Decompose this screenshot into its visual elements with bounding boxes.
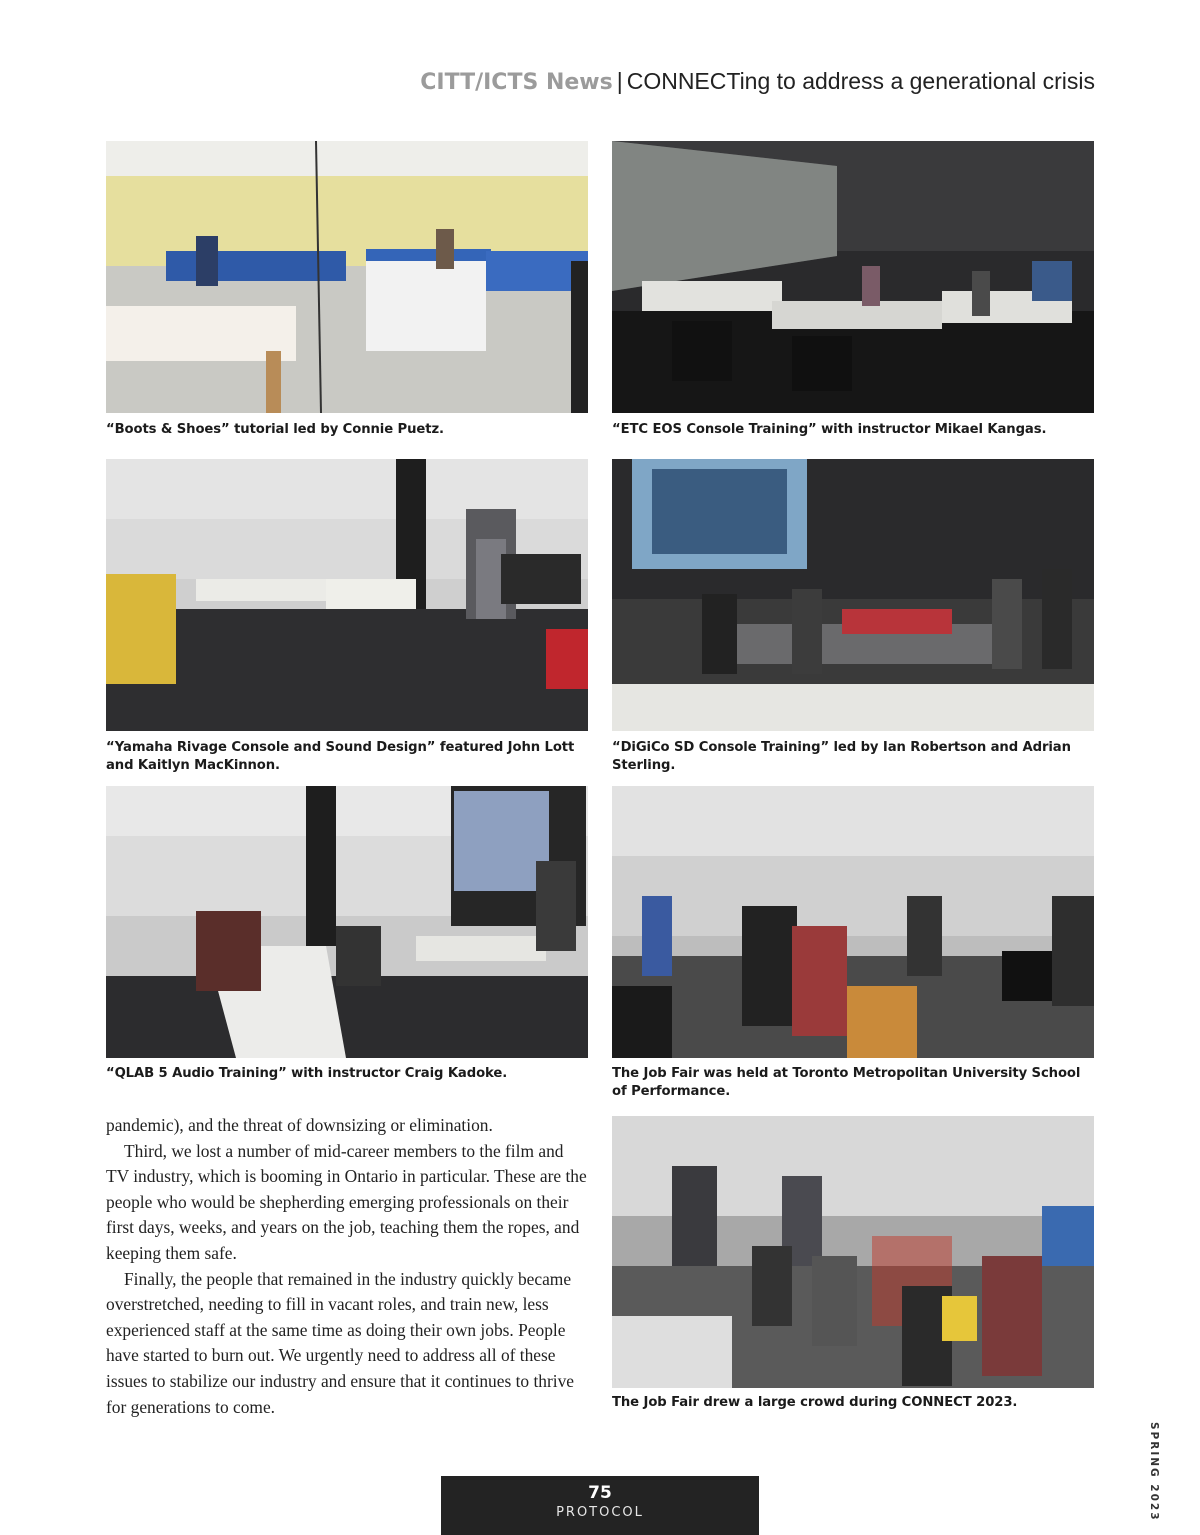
photo-boots-shoes-image xyxy=(106,141,588,413)
photo-yamaha-rivage-image xyxy=(106,459,588,731)
body-paragraph: pandemic), and the threat of downsizing or elimination. xyxy=(106,1115,493,1135)
photo-digico xyxy=(612,459,1094,731)
photo-digico-image xyxy=(612,459,1094,731)
caption-boots-shoes: “Boots & Shoes” tutorial led by Connie Puetz. xyxy=(106,422,444,437)
running-header xyxy=(420,66,1095,98)
photo-job-fair-venue-image xyxy=(612,786,1094,1058)
section-name: CITT/ICTS News xyxy=(420,70,613,95)
photo-boots-shoes xyxy=(106,141,588,413)
photo-qlab-image xyxy=(106,786,588,1058)
caption-job-fair-venue: The Job Fair was held at Toronto Metropolitan University School of Performance. xyxy=(612,1066,1081,1099)
page-number: 75 xyxy=(588,1483,612,1503)
photo-etc-eos xyxy=(612,141,1094,413)
article-body xyxy=(106,1113,588,1420)
header-separator: | xyxy=(616,68,623,94)
photo-job-fair-crowd-image xyxy=(612,1116,1094,1388)
article-title: CONNECTing to address a generational crisis xyxy=(626,68,1095,94)
issue-side-label-text: SPRING 2023 xyxy=(1148,1422,1160,1522)
caption-job-fair-crowd: The Job Fair drew a large crowd during CONNECT 2023. xyxy=(612,1395,1018,1410)
photo-job-fair-venue xyxy=(612,786,1094,1058)
photo-qlab xyxy=(106,786,588,1058)
caption-digico: “DiGiCo SD Console Training” led by Ian Robertson and Adrian Sterling. xyxy=(612,740,1071,773)
photo-etc-eos-image xyxy=(612,141,1094,413)
publication-name: PROTOCOL xyxy=(556,1505,644,1520)
body-paragraph: Third, we lost a number of mid-career members to the film and TV industry, which is booming in Ontario in particular. These are the people who would be shepherding emerging professionals on their first days, weeks, and years on the job, teaching them the ropes, and keeping them safe. xyxy=(106,1140,587,1263)
page-footer xyxy=(441,1476,759,1535)
body-paragraph: Finally, the people that remained in the industry quickly became overstretched, needing to fill in vacant roles, and train new, less experienced staff at the same time as doing their own jobs. People have started to burn out. We urgently need to address all of these issues to stabilize our industry and ensure that it continues to thrive for generations to come. xyxy=(106,1268,575,1417)
caption-etc-eos: “ETC EOS Console Training” with instructor Mikael Kangas. xyxy=(612,422,1047,437)
caption-yamaha-rivage: “Yamaha Rivage Console and Sound Design” featured John Lott and Kaitlyn MacKinnon. xyxy=(106,740,575,773)
caption-qlab: “QLAB 5 Audio Training” with instructor Craig Kadoke. xyxy=(106,1066,508,1081)
issue-side-label xyxy=(1130,1422,1190,1522)
photo-yamaha-rivage xyxy=(106,459,588,731)
photo-job-fair-crowd xyxy=(612,1116,1094,1388)
